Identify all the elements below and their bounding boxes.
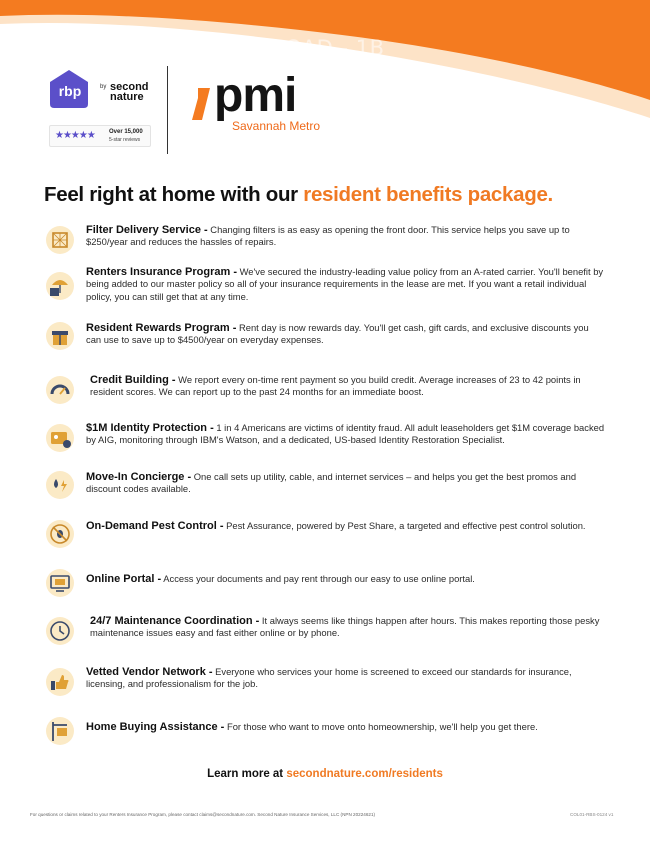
benefit-description: Pest Assurance, powered by Pest Share, a targeted and effective pest control solution. xyxy=(223,520,586,531)
benefit-title: Vetted Vendor Network - xyxy=(86,666,213,678)
headline-prefix: Feel right at home with our xyxy=(44,183,304,206)
benefit-text xyxy=(86,224,606,249)
learn-more-prefix: Learn more at xyxy=(207,768,287,780)
review-count: Over 15,000 xyxy=(109,129,143,135)
benefit-text xyxy=(86,573,606,585)
gauge-icon xyxy=(46,376,74,404)
headline-accent: resident benefits package. xyxy=(303,183,553,206)
benefit-text xyxy=(86,471,606,496)
thumbs-up-icon xyxy=(46,668,74,696)
id-card-icon xyxy=(46,424,74,452)
benefit-text xyxy=(90,615,610,640)
benefit-description: 1 in 4 Americans are victims of identity fraud. All adult leaseholders get $1M coverage backed by AIG, monitoring through IBM's Watson, and a dedicated, US-based Identity Restoration Specialist. xyxy=(86,422,605,446)
benefit-text xyxy=(86,520,606,532)
benefit-title: Home Buying Assistance - xyxy=(86,721,225,733)
review-label: 5-star reviews xyxy=(109,137,141,143)
rbp-badge-label: rbp xyxy=(58,83,82,99)
benefit-description: Changing filters is as easy as opening the front door. This service helps you save up to $250/year and reduces the hassles of repairs. xyxy=(86,224,570,248)
pest-icon xyxy=(46,520,74,548)
partner-name: second nature xyxy=(110,81,149,103)
benefit-description: We've secured the industry-leading value policy from an A-rated carrier. You'll benefit by being added to our master policy so all of your insurance requirements in the lease are met. If you want a retail individual policy, you can still get that at any time. xyxy=(86,266,604,302)
umbrella-house-icon xyxy=(46,272,74,300)
benefit-description: For those who want to move onto homeownership, we'll help you get there. xyxy=(224,721,538,732)
benefit-title: On-Demand Pest Control - xyxy=(86,520,224,532)
benefit-title: Filter Delivery Service - xyxy=(86,224,208,236)
benefit-text xyxy=(86,721,606,733)
learn-more-link[interactable]: secondnature.com/residents xyxy=(286,768,443,780)
benefit-title: 24/7 Maintenance Coordination - xyxy=(90,615,260,627)
gift-icon xyxy=(46,322,74,350)
benefit-title: $1M Identity Protection - xyxy=(86,422,214,434)
benefit-description: It always seems like things happen after hours. This makes reporting those pesky maintenance issues easy and fast either online or by phone. xyxy=(90,615,600,639)
benefit-text xyxy=(86,422,606,447)
benefit-description: We report every on-time rent payment so you build credit. Average increases of 23 to 42 points in resident scores. We can report up to the past 24 months for an immediate boost. xyxy=(90,374,581,398)
pmi-mark-icon xyxy=(190,86,212,122)
by-label: by xyxy=(100,84,107,90)
benefit-description: One call sets up utility, cable, and internet services – and helps you get the best promos and discount codes available. xyxy=(86,471,577,495)
benefit-description: Rent day is now rewards day. You'll get cash, gift cards, and exclusive discounts you can use to save up to $4500/year on everyday expenses. xyxy=(86,322,589,346)
company-logo: pmi xyxy=(214,69,297,122)
learn-more xyxy=(0,768,650,780)
utilities-icon xyxy=(46,471,74,499)
header-watermark: ROAD - 1B xyxy=(270,36,385,60)
benefit-text xyxy=(86,266,606,303)
benefit-title: Credit Building - xyxy=(90,374,176,386)
benefit-title: Resident Rewards Program - xyxy=(86,322,237,334)
clock-icon xyxy=(46,617,74,645)
benefit-title: Renters Insurance Program - xyxy=(86,266,237,278)
sold-sign-icon xyxy=(46,717,74,745)
benefit-title: Move-In Concierge - xyxy=(86,471,192,483)
benefit-description: Everyone who services your home is screened to exceed our standards for insurance, licensing, and professionalism for the job. xyxy=(86,666,572,690)
page-title xyxy=(44,183,553,207)
header-wave xyxy=(0,0,650,130)
benefit-description: Access your documents and pay rent through our easy to use online portal. xyxy=(161,573,475,584)
footer-disclaimer: For questions or claims related to your Renters Insurance Program, please contact claims@secondnature.com. Second Nature Insurance Services, LLC (NPN 20224621) xyxy=(30,812,376,817)
star-rating-icon: ★★★★★ xyxy=(55,130,95,141)
review-badge xyxy=(49,125,151,147)
benefit-text xyxy=(86,666,606,691)
benefit-text xyxy=(90,374,610,399)
filter-icon xyxy=(46,226,74,254)
benefit-text xyxy=(86,322,606,347)
portal-icon xyxy=(46,569,74,597)
footer-code: COL01-RBS-0124 v1 xyxy=(570,812,614,817)
company-location: Savannah Metro xyxy=(232,119,321,133)
logo-divider xyxy=(167,66,168,154)
benefit-title: Online Portal - xyxy=(86,573,162,585)
